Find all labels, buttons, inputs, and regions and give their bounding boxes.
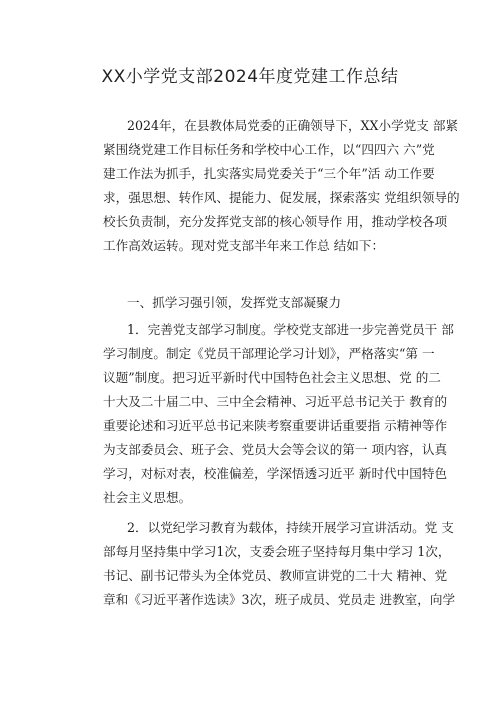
item-2-line: 部每月坚持集中学习1次，支委会班子坚持每月集中学习 1次， [103, 544, 451, 559]
intro-line: 建工作法为抓手，扎实落实局党委关于“三个年”活 动工作要 [103, 166, 435, 181]
item-1-line: 议题”制度。把习近平新时代中国特色社会主义思想、党 的二 [103, 370, 441, 385]
section-heading: 一、抓学习强引领，发挥党支部凝聚力 [127, 295, 342, 310]
item-2-line: 章和《习近平著作选读》3次，班子成员、党员走 进教室，向学 [103, 592, 456, 607]
item-1-line: 学习制度。制定《党员干部理论学习计划》，严格落实“第 一 [103, 346, 435, 361]
document-title: XX小学党支部2024年度党建工作总结 [101, 67, 399, 87]
item-1-line: 十大及二十届二中、三中全会精神、习近平总书记关于 教育的 [103, 394, 448, 409]
item-1-line: 重要论述和习近平总书记来陕考察重要讲话重要指 示精神等作 [103, 418, 448, 433]
item-1-line: 为支部委员会、班子会、党员大会等会议的第一 项内容，认真 [103, 442, 448, 457]
intro-line: 工作高效运转。现对党支部半年来工作总 结如下： [103, 238, 385, 253]
intro-line: 紧围绕党建工作目标任务和学校中心工作，以“四四六 六”党 [103, 142, 435, 157]
item-1-line: 学习，对标对表，校准偏差，学深悟透习近平 新时代中国特色 [103, 466, 448, 481]
item-2-line: 2．以党纪学习教育为载体，持续开展学习宣讲活动。党 支 [127, 520, 454, 535]
item-2-line: 书记、副书记带头为全体党员、教师宣讲党的二十大 精神、党 [103, 568, 448, 583]
item-1-line: 1．完善党支部学习制度。学校党支部进一步完善党员干 部 [127, 322, 454, 337]
intro-line: 求，强思想、转作风、提能力、促发展，探索落实 党组织领导的 [103, 190, 460, 205]
intro-line: 2024年，在县教体局党委的正确领导下，XX小学党支 部紧 [127, 118, 459, 133]
intro-line: 校长负责制，充分发挥党支部的核心领导作 用，推动学校各项 [103, 214, 448, 229]
item-1-line: 社会主义思想。 [103, 490, 192, 505]
